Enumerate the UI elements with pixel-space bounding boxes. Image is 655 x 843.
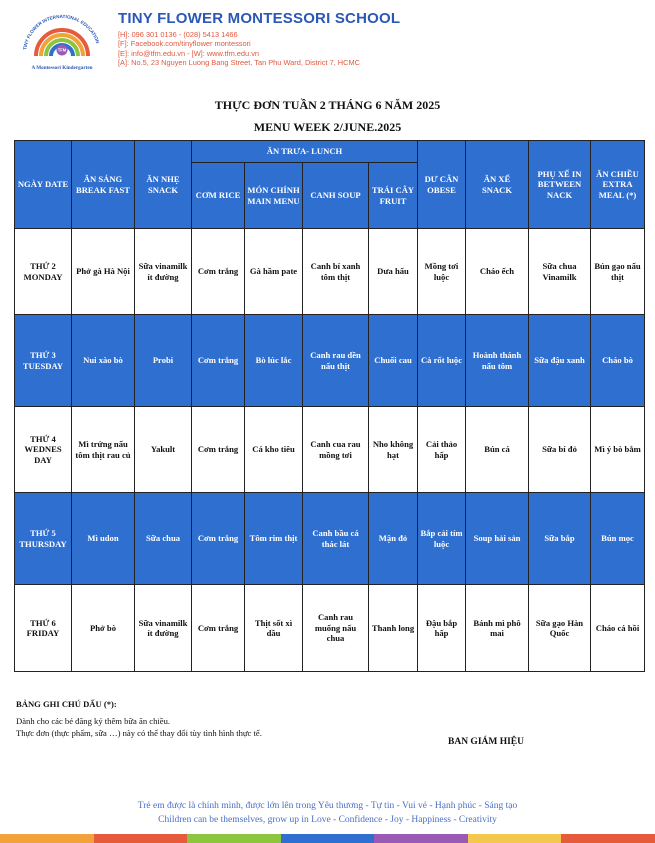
cell-pm-snack: Cháo ếch xyxy=(466,229,529,315)
footer-stripe xyxy=(187,834,281,843)
header-day: NGÀY DATE xyxy=(15,141,72,229)
cell-fruit: Thanh long xyxy=(369,585,418,672)
cell-between: Sữa bí đỏ xyxy=(529,407,591,493)
cell-fruit: Dưa hấu xyxy=(369,229,418,315)
cell-main: Thịt sốt xì dầu xyxy=(245,585,303,672)
cell-extra: Mì ý bò bằm xyxy=(591,407,645,493)
cell-extra: Cháo cá hồi xyxy=(591,585,645,672)
cell-day: THỨ 5 THURSDAY xyxy=(15,493,72,585)
footer-stripe xyxy=(94,834,188,843)
school-logo xyxy=(16,12,108,72)
header-extra-meal: ĂN CHIỀU EXTRA MEAL (*) xyxy=(591,141,645,229)
cell-soup: Canh cua rau mồng tơi xyxy=(303,407,369,493)
header-between-snack: PHỤ XẾ IN BETWEEN NACK xyxy=(529,141,591,229)
table-row-tuesday xyxy=(15,315,645,407)
weekly-menu-table xyxy=(14,140,645,672)
cell-between: Sữa bắp xyxy=(529,493,591,585)
cell-between: Sữa gạo Hàn Quốc xyxy=(529,585,591,672)
header-rice: CƠM RICE xyxy=(192,163,245,229)
notes-title: BẢNG GHI CHÚ DẤU (*): xyxy=(16,699,117,709)
menu-title-vi: THỰC ĐƠN TUẦN 2 THÁNG 6 NĂM 2025 xyxy=(214,98,441,112)
cell-main: Tôm rim thịt xyxy=(245,493,303,585)
cell-main: Gà hầm pate xyxy=(245,229,303,315)
cell-fruit: Nho không hạt xyxy=(369,407,418,493)
cell-breakfast: Nui xào bò xyxy=(72,315,135,407)
cell-day: THỨ 6 FRIDAY xyxy=(15,585,72,672)
cell-rice: Cơm trắng xyxy=(192,315,245,407)
cell-breakfast: Mì trứng nấu tôm thịt rau củ xyxy=(72,407,135,493)
slogan-vi: Trẻ em được là chính mình, được lớn lên trong Yêu thương - Tự tin - Vui vẻ - Hạnh phúc - Sáng tạo xyxy=(137,801,518,811)
footer-stripe xyxy=(561,834,655,843)
cell-snack: Yakult xyxy=(135,407,192,493)
cell-between: Sữa đậu xanh xyxy=(529,315,591,407)
cell-extra: Bún mọc xyxy=(591,493,645,585)
cell-soup: Canh rau muống nấu chua xyxy=(303,585,369,672)
school-name: TINY FLOWER MONTESSORI SCHOOL xyxy=(118,10,401,27)
footer-stripe xyxy=(468,834,562,843)
table-row-thursday xyxy=(15,493,645,585)
header-breakfast: ĂN SÁNG BREAK FAST xyxy=(72,141,135,229)
cell-rice: Cơm trắng xyxy=(192,585,245,672)
cell-day: THỨ 4 WEDNES DAY xyxy=(15,407,72,493)
cell-day: THỨ 3 TUESDAY xyxy=(15,315,72,407)
cell-main: Bò lúc lắc xyxy=(245,315,303,407)
cell-snack: Probi xyxy=(135,315,192,407)
header-soup: CANH SOUP xyxy=(303,163,369,229)
header-snack: ĂN NHẸ SNACK xyxy=(135,141,192,229)
cell-breakfast: Phở bò xyxy=(72,585,135,672)
table-row-friday xyxy=(15,585,645,672)
header-pm-snack: ĂN XẾ SNACK xyxy=(466,141,529,229)
signature-board: BAN GIÁM HIỆU xyxy=(448,737,525,747)
header-main: MÓN CHÍNH MAIN MENU xyxy=(245,163,303,229)
contact-facebook[interactable]: [F]: Facebook.com/tinyflower montessori xyxy=(118,39,251,49)
cell-pm-snack: Hoành thánh nấu tôm xyxy=(466,315,529,407)
table-row-wednesday xyxy=(15,407,645,493)
cell-obese: Bắp cải tím luộc xyxy=(418,493,466,585)
cell-fruit: Mận đỏ xyxy=(369,493,418,585)
cell-extra: Bún gạo nấu thịt xyxy=(591,229,645,315)
cell-day: THỨ 2 MONDAY xyxy=(15,229,72,315)
cell-snack: Sữa vinamilk ít đường xyxy=(135,229,192,315)
cell-snack: Sữa vinamilk ít đường xyxy=(135,585,192,672)
cell-rice: Cơm trắng xyxy=(192,493,245,585)
contact-phone: [H]: 096 301 0136 - (028) 5413 1466 xyxy=(118,30,238,39)
cell-obese: Mồng tơi luộc xyxy=(418,229,466,315)
cell-obese: Đậu bắp hấp xyxy=(418,585,466,672)
notes-line-1: Dành cho các bé đăng ký thêm bữa ăn chiều. xyxy=(16,716,171,726)
logo-tagline: A Montessori Kindergarten xyxy=(31,65,93,71)
cell-rice: Cơm trắng xyxy=(192,407,245,493)
logo-badge-text: TFM xyxy=(57,47,67,53)
cell-soup: Canh rau dền nấu thịt xyxy=(303,315,369,407)
cell-main: Cá kho tiêu xyxy=(245,407,303,493)
cell-fruit: Chuối cau xyxy=(369,315,418,407)
cell-pm-snack: Soup hải sản xyxy=(466,493,529,585)
notes-line-2: Thực đơn (thực phẩm, sữa …) này có thể thay đổi tùy tình hình thực tế. xyxy=(16,728,262,738)
cell-obese: Cà rốt luộc xyxy=(418,315,466,407)
contact-address: [A]: No.5, 23 Nguyen Luong Bang Street, Tan Phu Ward, District 7, HCMC xyxy=(118,57,360,67)
cell-rice: Cơm trắng xyxy=(192,229,245,315)
menu-title-en: MENU WEEK 2/JUNE.2025 xyxy=(253,120,402,134)
footer-color-bar xyxy=(0,834,655,843)
cell-soup: Canh bầu cá thác lát xyxy=(303,493,369,585)
cell-obese: Cải thảo hấp xyxy=(418,407,466,493)
cell-pm-snack: Bánh mì phô mai xyxy=(466,585,529,672)
footer-stripe xyxy=(0,834,94,843)
cell-breakfast: Mì udon xyxy=(72,493,135,585)
slogan-en: Children can be themselves, grow up in Love - Confidence - Joy - Happiness - Creativity xyxy=(158,815,497,825)
footer-stripe xyxy=(281,834,375,843)
header-fruit: TRÁI CÂY FRUIT xyxy=(369,163,418,229)
letterhead xyxy=(10,8,650,70)
table-row-monday xyxy=(15,229,645,315)
footer-stripe xyxy=(374,834,468,843)
cell-breakfast: Phở gà Hà Nội xyxy=(72,229,135,315)
notes-section xyxy=(16,698,262,739)
logo-arc-text: TINY FLOWER INTERNATIONAL EDUCATION xyxy=(22,13,101,51)
cell-soup: Canh bí xanh tôm thịt xyxy=(303,229,369,315)
cell-between: Sữa chua Vinamilk xyxy=(529,229,591,315)
header-lunch: ĂN TRƯA- LUNCH xyxy=(192,141,418,163)
header-obese: DƯ CÂN OBESE xyxy=(418,141,466,229)
contact-block xyxy=(118,30,360,67)
cell-snack: Sữa chua xyxy=(135,493,192,585)
contact-email-web[interactable]: [E]: info@tfm.edu.vn - [W]: www.tfm.edu.vn xyxy=(118,48,260,58)
cell-pm-snack: Bún cá xyxy=(466,407,529,493)
cell-extra: Cháo bò xyxy=(591,315,645,407)
